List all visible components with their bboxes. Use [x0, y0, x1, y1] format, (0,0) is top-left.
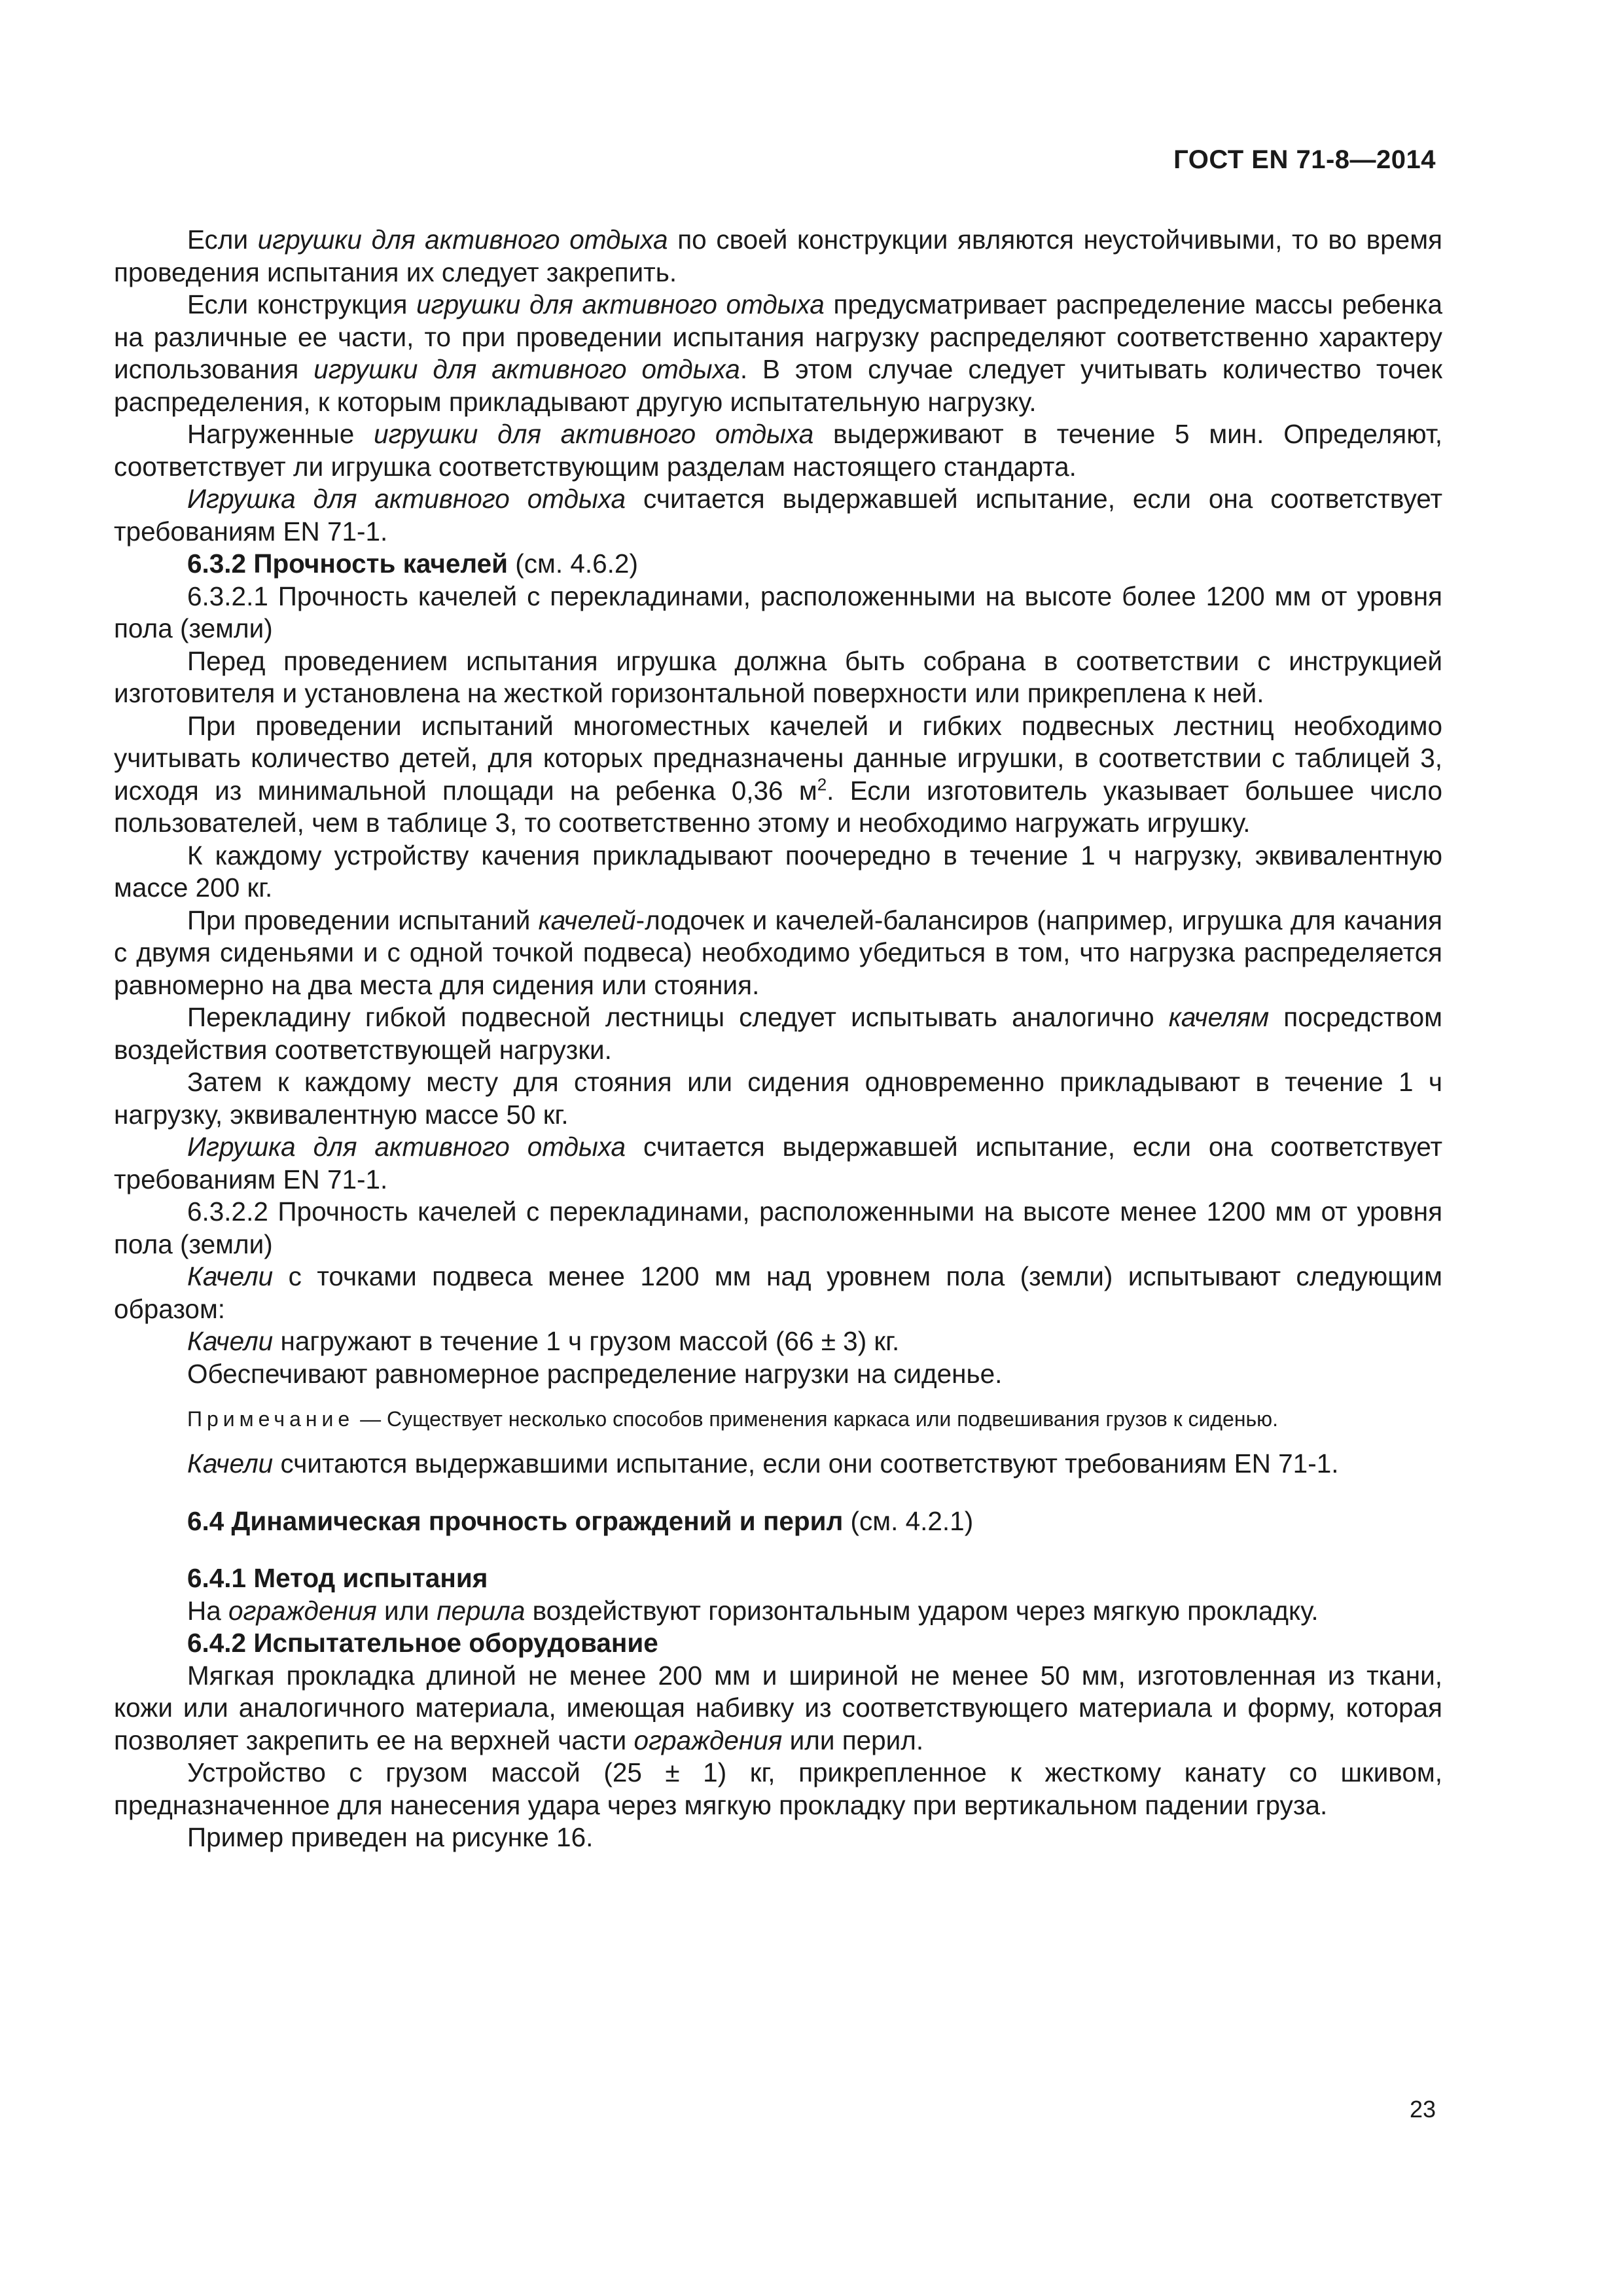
paragraph: Нагруженные игрушки для активного отдыха выдерживают в течение 5 мин. Определяют, соответствует ли игрушка соответствующим разделам настоящего стандарта. [114, 419, 1443, 482]
paragraph: Качели с точками подвеса менее 1200 мм над уровнем пола (земли) испытывают следующим образом: [114, 1261, 1442, 1324]
paragraph: Затем к каждому месту для стояния или сидения одновременно прикладывают в течение 1 ч нагрузку, эквивалентную массе 50 кг. [114, 1067, 1442, 1130]
section-heading-6-3-2: 6.3.2 Прочность качелей (см. 4.6.2) [187, 548, 638, 579]
paragraph: Пример приведен на рисунке 16. [187, 1822, 594, 1852]
paragraph: Игрушка для активного отдыха считается выдержавшей испытание, если она соответствует требованиям EN 71-1. [114, 1132, 1442, 1194]
document-header: ГОСТ EN 71-8—2014 [1173, 145, 1436, 174]
section-heading-6-4-2: 6.4.2 Испытательное оборудование [187, 1628, 658, 1658]
paragraph: Устройство с грузом массой (25 ± 1) кг, прикрепленное к жесткому канату со шкивом, предназначенное для нанесения удара через мягкую прокладку при вертикальном падении груза. [114, 1757, 1442, 1820]
note [114, 1405, 1442, 1433]
section-heading-6-4: 6.4 Динамическая прочность ограждений и перил (см. 4.2.1) [187, 1505, 974, 1536]
paragraph: Обеспечивают равномерное распределение нагрузки на сиденье. [187, 1358, 1003, 1389]
paragraph: К каждому устройству качения прикладывают поочередно в течение 1 ч нагрузку, эквивалентную массе 200 кг. [114, 840, 1442, 903]
paragraph: Игрушка для активного отдыха считается выдержавшей испытание, если она соответствует требованиям EN 71-1. [114, 484, 1442, 547]
paragraph: Если конструкция игрушки для активного отдыха предусматривает распределение массы ребенка на различные ее части, то при проведении испытания нагрузку распределяют соответственно характеру использования игрушки для активного отдыха. В этом случае следует учитывать количество точек распределения, к которым прикладывают другую испытательную нагрузку. [114, 289, 1443, 417]
note-text: — Существует несколько способов применения каркаса или подвешивания грузов к сиденью. [354, 1407, 1279, 1431]
paragraph: Перекладину гибкой подвесной лестницы следует испытывать аналогично качелям посредством воздействия соответствующей нагрузки. [114, 1002, 1442, 1065]
paragraph: Мягкая прокладка длиной не менее 200 мм и шириной не менее 50 мм, изготовленная из ткани, кожи или аналогичного материала, имеющая набивку из соответствующего материала и форму, которая позволяет закрепить ее на верхней части ограждения или перил. [114, 1660, 1442, 1755]
clause-6-3-2-1: 6.3.2.1 Прочность качелей с перекладинами, расположенными на высоте более 1200 мм от уровня пола (земли) [114, 581, 1442, 643]
document-body [114, 224, 1442, 1854]
note-label: Примечание [187, 1407, 355, 1431]
section-heading-6-4-1: 6.4.1 Метод испытания [187, 1563, 488, 1593]
clause-6-3-2-2: 6.3.2.2 Прочность качелей с перекладинами, расположенными на высоте менее 1200 мм от уровня пола (земли) [114, 1196, 1442, 1259]
page-number: 23 [1409, 2096, 1436, 2123]
paragraph: Если игрушки для активного отдыха по своей конструкции являются неустойчивыми, то во время проведения испытания их следует закрепить. [114, 224, 1442, 287]
paragraph: Качели нагружают в течение 1 ч грузом массой (66 ± 3) кг. [187, 1326, 900, 1356]
paragraph: Перед проведением испытания игрушка должна быть собрана в соответствии с инструкцией изготовителя и установлена на жесткой горизонтальной поверхности или прикреплена к ней. [114, 645, 1442, 708]
paragraph: При проведении испытаний многоместных качелей и гибких подвесных лестниц необходимо учитывать количество детей, для которых предназначены данные игрушки, в соответствии с таблицей 3, исходя из минимальной площади на ребенка 0,36 $м^2$. Если изготовитель указывает большее число пользователей, чем в таблице 3, то соответственно этому и необходимо нагружать игрушку. [114, 710, 1443, 838]
paragraph: На ограждения или перила воздействуют горизонтальным ударом через мягкую прокладку. [187, 1595, 1319, 1626]
paragraph: При проведении испытаний качелей-лодочек и качелей-балансиров (например, игрушка для качания с двумя сиденьями и с одной точкой подвеса) необходимо убедиться в том, что нагрузка распределяется равномерно на два места для сидения или стояния. [114, 905, 1442, 1000]
paragraph: Качели считаются выдержавшими испытание, если они соответствуют требованиям EN 71-1. [187, 1448, 1339, 1479]
